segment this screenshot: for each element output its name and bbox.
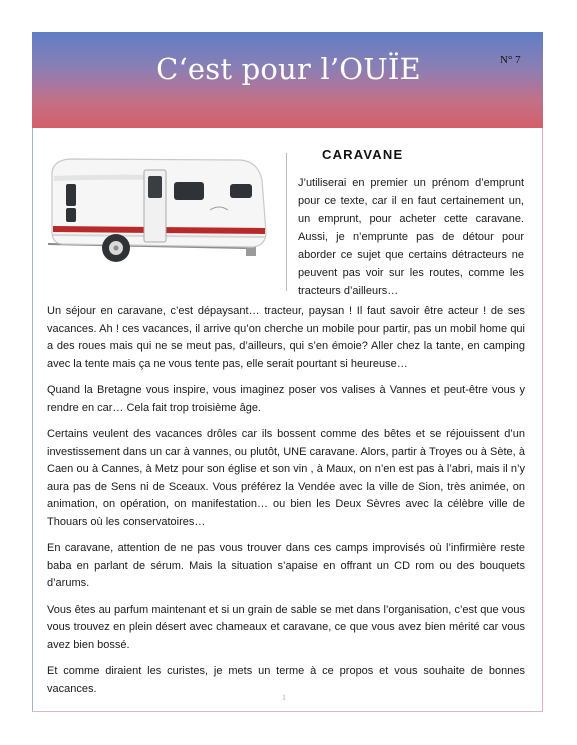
article-body — [47, 303, 525, 707]
intro-paragraph: J’utiliserai en premier un prénom d’emprunt pour ce texte, car il en faut certainement un, un emprunt, pour acheter cette caravane. Aussi, je n’emprunte pas de détour pour aborder ce sujet que certains détracteurs ne peuvent pas voir sur les routes, comme les tracteurs d’ailleurs… — [298, 177, 524, 297]
body-paragraph: Vous êtes au parfum maintenant et si un grain de sable se met dans l’organisation, c’est que vous vous trouvez en plein désert avec chameaux et caravane, ce que vous avez bien mérité car vous avez bien bossé. — [47, 603, 525, 651]
article-title: CARAVANE — [322, 147, 404, 162]
caravan-icon — [44, 150, 276, 280]
body-paragraph: En caravane, attention de ne pas vous trouver dans ces camps improvisés où l’infirmière reste baba en parlant de sérum. Mais la situation s’apaise en offrant un CD rom ou des bouquets d’arums. — [47, 542, 525, 589]
body-paragraph: Un séjour en caravane, c’est dépaysant… tracteur, paysan ! Il faut savoir être acteur ! de ses vacances. Ah ! ces vacances, il arrive qu’on cherche un mobile pour partir, pas un mobil home qui a des roues mais qui ne se meut pas, d’ailleurs, qui s’en émoie? Aller chez la tante, en camping avec la tente mais ça ne vous tente pas, elle serait pourtant si heureuse… — [47, 305, 525, 370]
column-divider — [286, 153, 287, 291]
page-number: 1 — [282, 693, 286, 702]
body-paragraph: Certains veulent des vacances drôles car ils bossent comme des bêtes et se réjouissent d’un investissement dans un car à vannes, ou plutôt, UNE caravane. Alors, partir à Troyes ou à Sète, à Caen ou à Cannes, à Metz pour son église et son vin , à Maux, on n’en est pas à l’abri, mais il n’y aura pas de Sens ni de Sceaux. Vous préférez la Vendée avec la ville de Sion, très animée, on animation, on opération, on manifestation… ou bien les Deux Sèvres avec la célèbre ville de Thouars où les conservatoires… — [47, 428, 525, 528]
body-paragraph: Quand la Bretagne vous inspire, vous imaginez poser vos valises à Vannes et peut-être vous y rendre en car… Cela fait trop troisième âge. — [47, 384, 525, 414]
body-paragraph: Et comme diraient les curistes, je mets un terme à ce propos et vous souhaite de bonnes vacances. — [47, 665, 525, 695]
issue-number: N° 7 — [500, 54, 521, 66]
page-title: C‘est pour l’OUÏE — [156, 52, 421, 86]
